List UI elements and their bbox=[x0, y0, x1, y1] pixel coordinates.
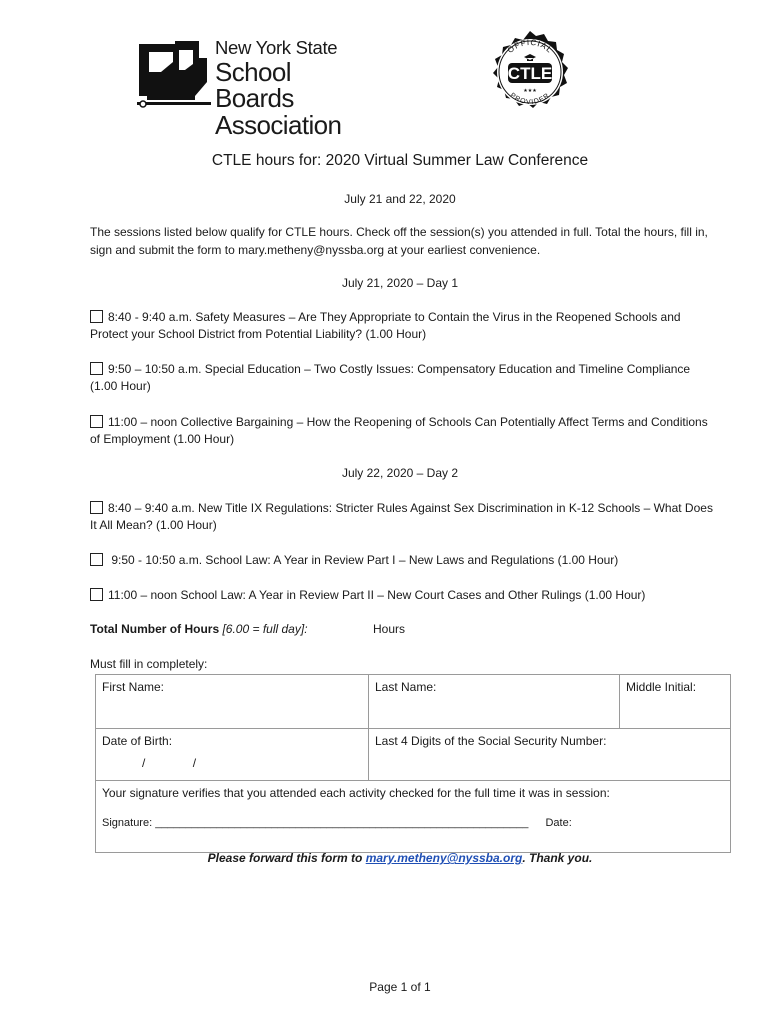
total-hours-label bbox=[90, 622, 308, 636]
session-day1-2 bbox=[90, 361, 715, 395]
session-checkbox[interactable] bbox=[90, 415, 103, 428]
middle-initial-label: Middle Initial: bbox=[626, 680, 697, 694]
session-label: 11:00 – noon School Law: A Year in Review Part II – New Court Cases and Other Rulings (1.00 Hour) bbox=[108, 588, 646, 602]
session-label: 11:00 – noon Collective Bargaining – How the Reopening of Schools Can Potentially Affect Terms and Conditions of Employment (1.00 Hour) bbox=[90, 415, 708, 446]
session-day2-3 bbox=[90, 587, 715, 604]
conference-dates: July 21 and 22, 2020 bbox=[344, 192, 456, 206]
first-name-field[interactable] bbox=[96, 675, 369, 729]
page-number: Page 1 of 1 bbox=[369, 980, 431, 994]
svg-text:OFFICIAL: OFFICIAL bbox=[505, 37, 555, 55]
ssn-last4-field[interactable] bbox=[369, 729, 731, 781]
svg-text:★★★: ★★★ bbox=[523, 88, 537, 94]
nyssba-logo bbox=[135, 37, 375, 140]
hours-unit: Hours bbox=[373, 622, 406, 636]
date-of-birth-field[interactable] bbox=[96, 729, 369, 781]
dob-separator: / bbox=[192, 756, 197, 770]
session-day1-3 bbox=[90, 414, 715, 448]
ctle-official-provider-seal bbox=[487, 29, 573, 115]
forward-prefix: Please forward this form to bbox=[207, 851, 366, 865]
session-label: 8:40 – 9:40 a.m. New Title IX Regulations: Stricter Rules Against Sex Discrimination in K-12 Schools – What Does It All Mean? (1.00 Hour) bbox=[90, 501, 713, 532]
session-checkbox[interactable] bbox=[90, 588, 103, 601]
logo-line3: Association bbox=[215, 109, 342, 140]
signature-verification-text: Your signature verifies that you attended each activity checked for the full time it was in session: bbox=[102, 786, 610, 800]
svg-text:CTLE: CTLE bbox=[507, 64, 553, 83]
nyssba-emblem-icon bbox=[135, 38, 215, 114]
session-day2-1 bbox=[90, 500, 715, 534]
last-name-field[interactable] bbox=[369, 675, 620, 729]
session-checkbox[interactable] bbox=[90, 501, 103, 514]
dob-separator: / bbox=[142, 756, 146, 770]
signature-section bbox=[96, 781, 731, 853]
seal-icon bbox=[487, 29, 573, 115]
session-day1-1 bbox=[90, 309, 715, 343]
session-label: 9:50 - 10:50 a.m. School Law: A Year in Review Part I – New Laws and Regulations (1.00 Hour) bbox=[108, 553, 619, 567]
signature-line[interactable]: Signature: _____________________________________________________________ bbox=[102, 817, 529, 829]
day2-heading: July 22, 2020 – Day 2 bbox=[341, 466, 459, 480]
session-checkbox[interactable] bbox=[90, 553, 103, 566]
forward-instruction bbox=[0, 851, 770, 865]
total-label: Total Number of Hours bbox=[90, 622, 220, 636]
total-note: [6.00 = full day]: bbox=[222, 622, 308, 636]
ssn-label: Last 4 Digits of the Social Security Number: bbox=[375, 734, 607, 748]
session-day2-2 bbox=[90, 552, 715, 569]
logo-line1: New York State bbox=[215, 37, 338, 58]
session-checkbox[interactable] bbox=[90, 310, 103, 323]
logo-line2: School Boards bbox=[215, 56, 294, 113]
first-name-label: First Name: bbox=[102, 680, 165, 694]
page-title: CTLE hours for: 2020 Virtual Summer Law Conference bbox=[211, 152, 589, 169]
email-link[interactable]: mary.metheny@nyssba.org bbox=[365, 851, 523, 865]
svg-text:PROVIDER: PROVIDER bbox=[508, 91, 552, 107]
dob-label: Date of Birth: bbox=[102, 734, 173, 748]
session-label: 9:50 – 10:50 a.m. Special Education – Two Costly Issues: Compensatory Education and Timeline Compliance (1.00 Hour) bbox=[90, 362, 691, 393]
must-fill-label: Must fill in completely: bbox=[90, 657, 208, 671]
forward-suffix: . Thank you. bbox=[522, 851, 593, 865]
session-label: 8:40 - 9:40 a.m. Safety Measures – Are They Appropriate to Contain the Virus in the Reopened Schools and Protect your School District from Potential Liability? (1.00 Hour) bbox=[90, 310, 681, 341]
day1-heading: July 21, 2020 – Day 1 bbox=[341, 276, 459, 290]
middle-initial-field[interactable] bbox=[620, 675, 731, 729]
instructions-paragraph: The sessions listed below qualify for CTLE hours. Check off the session(s) you attended in full. Total the hours, fill in, sign and submit the form to mary.metheny@nyssba.org at your earliest convenience. bbox=[90, 225, 708, 257]
date-label[interactable]: Date: bbox=[545, 817, 572, 829]
session-checkbox[interactable] bbox=[90, 362, 103, 375]
nyssba-wordmark bbox=[215, 38, 375, 138]
attendee-form bbox=[95, 674, 731, 853]
last-name-label: Last Name: bbox=[375, 680, 437, 694]
